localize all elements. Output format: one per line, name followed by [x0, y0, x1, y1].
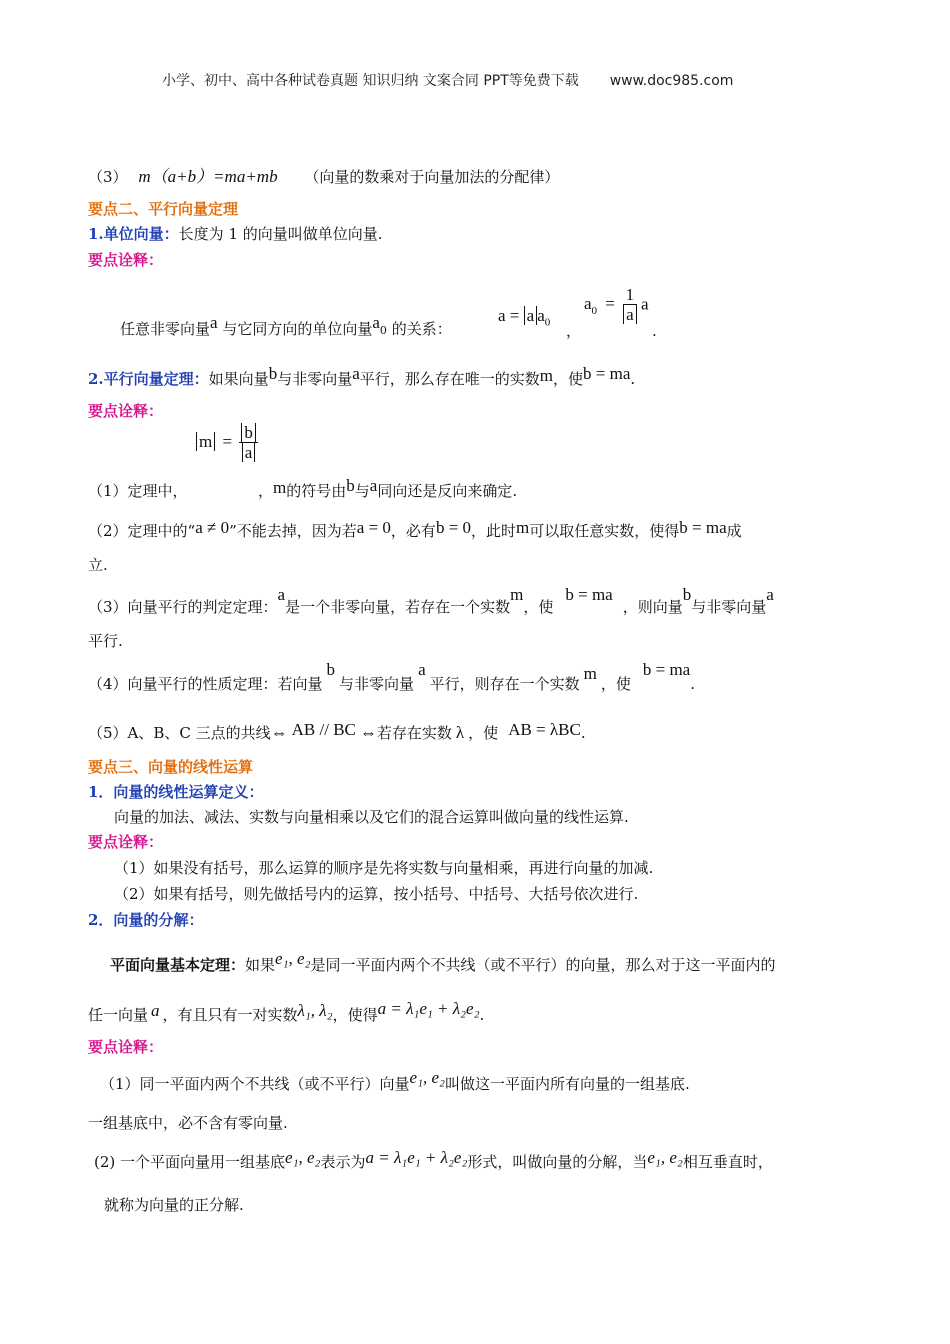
unit-vector-relation-text: [120, 313, 452, 341]
text: 平行，则存在一个实数: [429, 675, 580, 693]
basis-note-2-continued: 就称为向量的正分解.: [104, 1196, 244, 1214]
basis-e1-e2: e₁, e₂: [285, 1148, 321, 1167]
vector-a-symbol: a: [766, 585, 774, 604]
vector-a-symbol: a: [369, 476, 378, 495]
formula-part: a: [640, 294, 649, 314]
text: 若存在实数: [376, 724, 452, 742]
vector-a-symbol: a: [277, 585, 286, 604]
parallel-theorem-line: [88, 364, 636, 389]
key-explanation-heading: 要点诠释：: [88, 1038, 164, 1056]
basis-e1-e2: e₁, e₂: [409, 1068, 445, 1087]
item-label: （3）: [88, 168, 128, 186]
note-2: [88, 520, 742, 541]
formula-b-equals-zero: b = 0: [435, 518, 472, 537]
note-3: [88, 585, 774, 617]
text: 可以取任意实数，使得: [529, 522, 680, 540]
formula-abs-m-fraction: [196, 424, 258, 463]
vector-a-symbol: a: [210, 313, 218, 332]
header-url[interactable]: www.doc985.com: [609, 73, 734, 89]
note-2-continued: 立.: [88, 556, 108, 574]
relation-text: 的关系：: [391, 320, 452, 338]
period: .: [690, 675, 696, 693]
fraction-numerator: 1: [623, 286, 637, 305]
formula-b-equals-ma: b = ma: [583, 364, 631, 383]
subscript: 0: [591, 304, 598, 317]
vector-decomposition-title: 2．向量的分解：: [88, 911, 204, 929]
formula-a0-unit: [584, 286, 648, 325]
scalar-m-symbol: m: [583, 664, 597, 683]
linear-operation-definition-text: 向量的加法、减法、实数与向量相乘以及它们的混合运算叫做向量的线性运算.: [114, 808, 629, 826]
formula-part: a: [524, 306, 538, 325]
text: 是一个非零向量，若存在一个实数: [285, 598, 511, 616]
header-banner: [162, 70, 733, 90]
basic-theorem-line-1: [110, 949, 776, 975]
basic-theorem-line-2: [88, 999, 485, 1025]
text: 表示为: [320, 1153, 366, 1171]
distributive-law-line: [88, 162, 559, 187]
formula-a-not-zero: a ≠ 0: [195, 518, 230, 537]
basis-note-1: [100, 1068, 690, 1094]
linear-operation-definition-title: 1．向量的线性运算定义：: [88, 783, 264, 801]
distributive-formula: m（a+b）=ma+mb: [138, 167, 278, 186]
text: （4）向量平行的性质定理：若向量: [88, 675, 323, 693]
formula-ab-parallel-bc: AB // BC: [291, 720, 356, 739]
order-note-1: （1）如果没有括号，那么运算的顺序是先将实数与向量相乘，再进行向量的加减.: [114, 859, 654, 877]
fraction: [239, 424, 258, 463]
fraction-denominator: a: [623, 305, 637, 324]
vector-a-symbol: a: [352, 364, 360, 383]
distributive-note: （向量的数乘对于向量加法的分配律）: [304, 168, 560, 186]
note-5: [88, 722, 586, 743]
key-explanation-heading: 要点诠释：: [88, 402, 164, 420]
relation-text: 与它同方向的单位向量: [222, 320, 373, 338]
text: 的符号由: [286, 482, 347, 500]
basis-e1-e2: e₁, e₂: [647, 1148, 683, 1167]
vector-b-symbol: b: [326, 660, 336, 679]
key-explanation-heading: 要点诠释：: [88, 251, 164, 269]
text: 叫做这一平面内所有向量的一组基底.: [444, 1075, 690, 1093]
header-text: 小学、初中、高中各种试卷真题 知识归纳 文案合同 PPT等免费下载: [162, 73, 579, 89]
basis-note-2: [94, 1148, 773, 1172]
text: 如果向量: [208, 370, 269, 388]
text: ，必有: [390, 522, 436, 540]
comma: ，: [566, 322, 582, 340]
text: （1）定理中，: [88, 482, 188, 500]
lambda-pair: λ₁, λ₂: [297, 1001, 333, 1020]
formula-decomposition: a = λ₁e₁ + λ₂e₂: [377, 999, 480, 1018]
text: 同向还是反向来确定.: [377, 482, 518, 500]
formula-ab-equals-lambda-bc: AB = λBC: [508, 720, 581, 739]
text: 与非零向量: [277, 370, 353, 388]
text: 平行，那么存在唯一的实数: [359, 370, 540, 388]
note-1-rest: [258, 476, 518, 501]
formula-part: a: [584, 294, 592, 314]
text: （2）定理中的“: [88, 522, 196, 540]
vector-a-symbol: a: [151, 1001, 160, 1020]
text: 是同一平面内两个不共线（或不平行）的向量，那么对于这一平面内的: [310, 956, 776, 974]
formula-part: a =: [498, 306, 520, 325]
text: ，使: [600, 675, 631, 693]
text: ，此时: [471, 522, 517, 540]
period: .: [580, 724, 586, 742]
text: 与: [354, 482, 370, 500]
fraction-denominator: a: [242, 443, 256, 462]
formula-a-equals-zero: a = 0: [356, 518, 391, 537]
iff-symbol: ⇔: [359, 723, 377, 742]
formula-b-equals-ma: b = ma: [642, 660, 691, 679]
formula-decomposition: a = λ₁e₁ + λ₂e₂: [365, 1148, 468, 1167]
order-note-2: （2）如果有括号，则先做括号内的运算，按小括号、中括号、大括号依次进行.: [114, 885, 639, 903]
text: 成: [726, 522, 742, 540]
vector-b-symbol: b: [682, 585, 692, 604]
text: 与非零向量: [339, 675, 415, 693]
note-3-continued: 平行.: [88, 632, 123, 650]
unit-vector-title: 1.单位向量：: [88, 225, 179, 243]
text: （3）向量平行的判定定理：: [88, 598, 278, 616]
formula-a-equals-abs-a-times-a0: [498, 306, 550, 328]
formula-part: a: [537, 306, 545, 325]
formula-part: =: [222, 432, 233, 452]
iff-symbol: ⇔: [270, 723, 288, 742]
text: ，使: [468, 724, 499, 742]
scalar-m-symbol: m: [510, 585, 524, 604]
text: （1）同一平面内两个不共线（或不平行）向量: [100, 1075, 410, 1093]
section-title-linear-operations: 要点三、向量的线性运算: [88, 758, 254, 776]
text: 相互垂直时，: [682, 1153, 773, 1171]
basis-e1-e2: e₁, e₂: [275, 949, 311, 968]
unit-vector-line: [88, 223, 383, 244]
text: ，则向量: [622, 598, 683, 616]
vector-b-symbol: b: [268, 364, 278, 383]
relation-text: 任意非零向量: [120, 320, 211, 338]
text: ，: [258, 482, 274, 500]
key-explanation-heading: 要点诠释：: [88, 833, 164, 851]
text: ，使得: [332, 1006, 378, 1024]
text: ，有且只有一对实数: [162, 1006, 298, 1024]
note-1: [88, 480, 188, 501]
text: 与非零向量: [691, 598, 767, 616]
basic-theorem-title: 平面向量基本定理：: [110, 956, 246, 974]
text: （5）A、B、C 三点的共线: [88, 724, 271, 742]
lambda-symbol: λ: [455, 723, 465, 742]
subscript: 0: [544, 316, 551, 329]
subscript: 0: [379, 324, 387, 337]
vector-a-symbol: a: [418, 660, 426, 679]
text: ”不能去掉，因为若: [229, 522, 357, 540]
section-title-parallel-theorem: 要点二、平行向量定理: [88, 200, 239, 218]
scalar-m-symbol: m: [516, 518, 530, 537]
note-4: [88, 660, 696, 694]
period: .: [652, 322, 657, 340]
vector-b-symbol: b: [346, 476, 355, 495]
formula-part: m: [196, 432, 215, 451]
fraction: [623, 286, 637, 325]
scalar-m-symbol: m: [273, 478, 287, 497]
fraction-numerator: b: [241, 423, 256, 442]
scalar-m-symbol: m: [539, 366, 553, 385]
period: .: [479, 1006, 485, 1024]
text: (2) 一个平面向量用一组基底: [94, 1153, 286, 1171]
unit-vector-text: 长度为 1 的向量叫做单位向量.: [178, 225, 383, 243]
formula-b-equals-ma: b = ma: [565, 585, 613, 604]
text: 如果: [245, 956, 276, 974]
vector-a0-symbol: a: [372, 313, 380, 332]
text: ，使: [523, 598, 554, 616]
text: 任一向量: [88, 1006, 149, 1024]
period: .: [630, 370, 636, 388]
text: ，使: [553, 370, 584, 388]
text: 形式，叫做向量的分解，当: [467, 1153, 648, 1171]
formula-part: =: [605, 294, 615, 314]
formula-b-equals-ma: b = ma: [679, 518, 727, 537]
parallel-theorem-title: 2.平行向量定理：: [88, 370, 209, 388]
basis-note-1-continued: 一组基底中，必不含有零向量.: [88, 1114, 288, 1132]
